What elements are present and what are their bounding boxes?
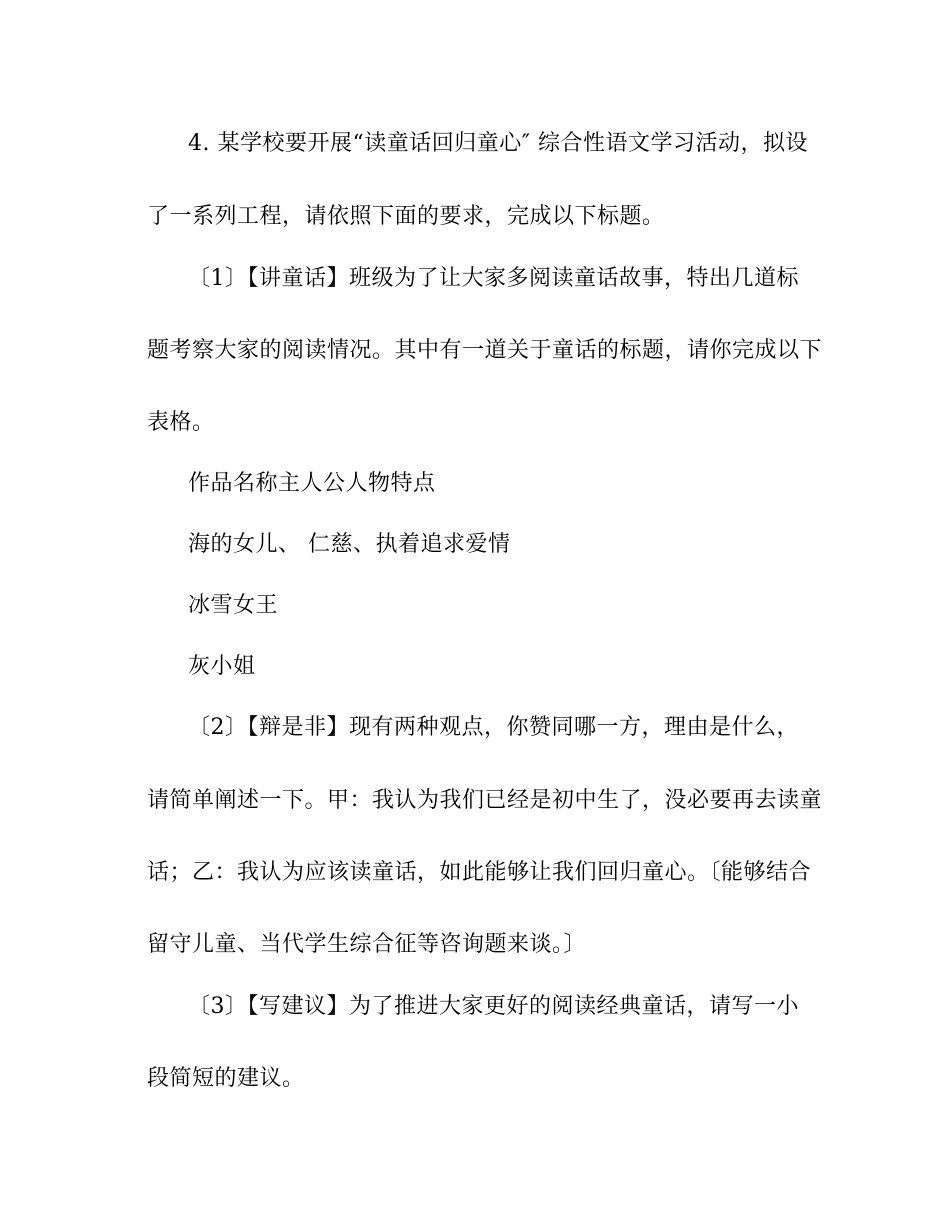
part2-line-3: 话；乙：我认为应该读童话，如此能够让我们回归童心。〔能够结合	[147, 860, 812, 885]
part2-line-1: 〔2〕【辩是非】现有两种观点，你赞同哪一方，理由是什么，	[188, 715, 799, 740]
part2-line-2: 请简单阐述一下。甲：我认为我们已经是初中生了，没必要再去读童	[147, 788, 823, 813]
part3-line-1: 〔3〕【写建议】为了推进大家更好的阅读经典童话，请写一小	[188, 994, 799, 1019]
part1-line-3: 表格。	[147, 410, 215, 435]
table-row: 灰小姐	[188, 654, 256, 679]
table-row: 冰雪女王	[188, 593, 279, 618]
part1-line-2: 题考察大家的阅读情况。其中有一道关于童话的标题，请你完成以下	[147, 338, 823, 363]
part1-line-1: 〔1〕【讲童话】班级为了让大家多阅读童话故事，特出几道标	[188, 266, 799, 291]
question-intro-line-2: 了一系列工程，请依照下面的要求，完成以下标题。	[147, 204, 665, 229]
table-header: 作品名称主人公人物特点	[188, 471, 436, 496]
part3-line-2: 段简短的建议。	[147, 1066, 305, 1091]
table-row: 海的女儿、 仁慈、执着追求爱情	[188, 532, 511, 557]
part2-line-4: 留守儿童、当代学生综合征等咨询题来谈。〕	[147, 932, 587, 957]
question-intro-line-1: 4. 某学校要开展“读童话回归童心″ 综合性语文学习活动，拟设	[188, 131, 808, 156]
